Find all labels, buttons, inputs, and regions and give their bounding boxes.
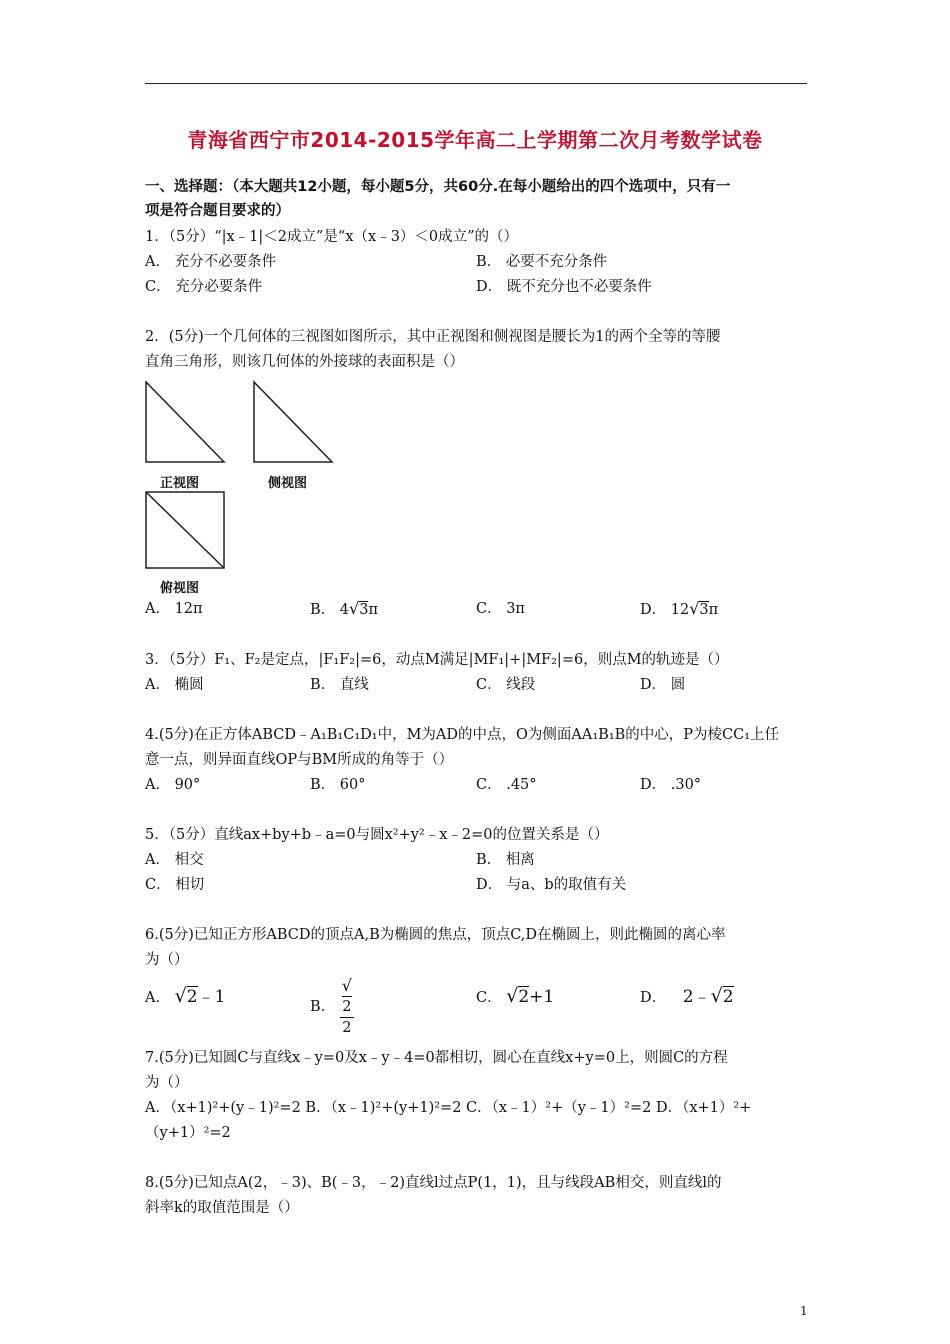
q4-option-c: C． .45° [476, 777, 537, 793]
q6-option-a: A． √2﹣1 [145, 985, 226, 1007]
sqrt-symbol-icon: √ [506, 985, 519, 1007]
q7-stem-line1: 7.(5分)已知圆C与直线x﹣y=0及x﹣y﹣4=0都相切，圆心在直线x+y=0上，则圆C的方程 [145, 1050, 728, 1066]
q5-option-a: A． 相交 [145, 852, 204, 868]
section-heading-line2: 项是符合题目要求的） [145, 203, 290, 219]
q2-option-b: B． 4√3π [310, 599, 378, 618]
q3-option-c: C． 线段 [476, 677, 536, 693]
fraction: √ 2 2 [341, 976, 352, 1036]
q4-option-b: B． 60° [310, 777, 366, 793]
page-number: 1 [800, 1304, 808, 1318]
q6-option-b: B． √ 2 2 [310, 976, 352, 1036]
q8-stem-line2: 斜率k的取值范围是（） [145, 1200, 299, 1216]
q1-option-b: B． 必要不充分条件 [476, 254, 608, 270]
q4-stem-line1: 4.(5分)在正方体ABCD﹣A₁B₁C₁D₁中，M为AD的中点，O为侧面AA₁B₁B的中心，P为棱CC₁上任 [145, 727, 780, 743]
q8-stem-line1: 8.(5分)已知点A(2，﹣3)、B(﹣3，﹣2)直线l过点P(1，1)，且与线段AB相交，则直线l的 [145, 1175, 722, 1191]
q1-option-d: D． 既不充分也不必要条件 [476, 279, 652, 295]
q5-option-d: D． 与a、b的取值有关 [476, 877, 627, 893]
top-view-figure [140, 488, 230, 572]
top-view-label: 俯视图 [160, 581, 200, 596]
header-rule [145, 83, 807, 84]
q1-stem: 1．（5分）“|x﹣1|＜2成立”是“x（x﹣3）＜0成立”的（） [145, 229, 519, 245]
q4-stem-line2: 意一点，则异面直线OP与BM所成的角等于（） [145, 752, 454, 768]
q1-option-c: C． 充分必要条件 [145, 279, 263, 295]
q1-option-a: A． 充分不必要条件 [145, 254, 277, 270]
sqrt-symbol-icon: √ [341, 976, 352, 995]
side-view-figure [248, 378, 338, 466]
sqrt-symbol-icon: √ [174, 985, 187, 1007]
q7-stem-line2: 为（） [145, 1075, 189, 1091]
q2-option-a: A． 12π [145, 601, 203, 617]
q4-option-a: A． 90° [145, 777, 201, 793]
q2-option-c: C． 3π [476, 601, 525, 617]
q5-option-c: C． 相切 [145, 877, 205, 893]
page-title: 青海省西宁市2014-2015学年高二上学期第二次月考数学试卷 [187, 128, 763, 152]
q2-stem-line1: 2．(5分)一个几何体的三视图如图所示，其中正视图和侧视图是腰长为1的两个全等的等腰 [145, 329, 721, 345]
q3-stem: 3．（5分）F₁、F₂是定点，|F₁F₂|=6，动点M满足|MF₁|+|MF₂|=6，则点M的轨迹是（） [145, 652, 729, 668]
side-view-label: 侧视图 [268, 476, 308, 491]
q3-option-b: B． 直线 [310, 677, 369, 693]
q5-stem: 5．（5分）直线ax+by+b﹣a=0与圆x²+y²﹣x﹣2=0的位置关系是（） [145, 827, 609, 843]
q3-option-d: D． 圆 [640, 677, 686, 693]
sqrt-symbol-icon: √ [689, 599, 700, 618]
sqrt-symbol-icon: √ [349, 599, 360, 618]
front-view-figure [140, 378, 230, 466]
sqrt-symbol-icon: √ [710, 985, 723, 1007]
q6-stem-line2: 为（） [145, 952, 189, 968]
q4-option-d: D． .30° [640, 777, 702, 793]
q6-option-d: D． 2﹣√2 [640, 985, 734, 1007]
q7-options-line2: （y+1）²=2 [145, 1125, 231, 1141]
q7-options-line1: A．（x+1)²+(y﹣1)²=2 B．（x﹣1)²+(y+1)²=2 C．（x﹣1）²+（y﹣1）²=2 D．（x+1）²+ [145, 1100, 752, 1116]
q2-option-d: D． 12√3π [640, 599, 719, 618]
q5-option-b: B． 相离 [476, 852, 535, 868]
q6-stem-line1: 6.(5分)已知正方形ABCD的顶点A,B为椭圆的焦点，顶点C,D在椭圆上，则此椭圆的离心率 [145, 927, 726, 943]
q3-option-a: A． 椭圆 [145, 677, 204, 693]
front-view-label: 正视图 [160, 476, 200, 491]
section-heading-line1: 一、选择题：（本大题共12小题，每小题5分，共60分.在每小题给出的四个选项中，只有一 [145, 179, 731, 195]
q2-stem-line2: 直角三角形，则该几何体的外接球的表面积是（） [145, 354, 464, 370]
q6-option-c: C． √2+1 [476, 985, 555, 1007]
